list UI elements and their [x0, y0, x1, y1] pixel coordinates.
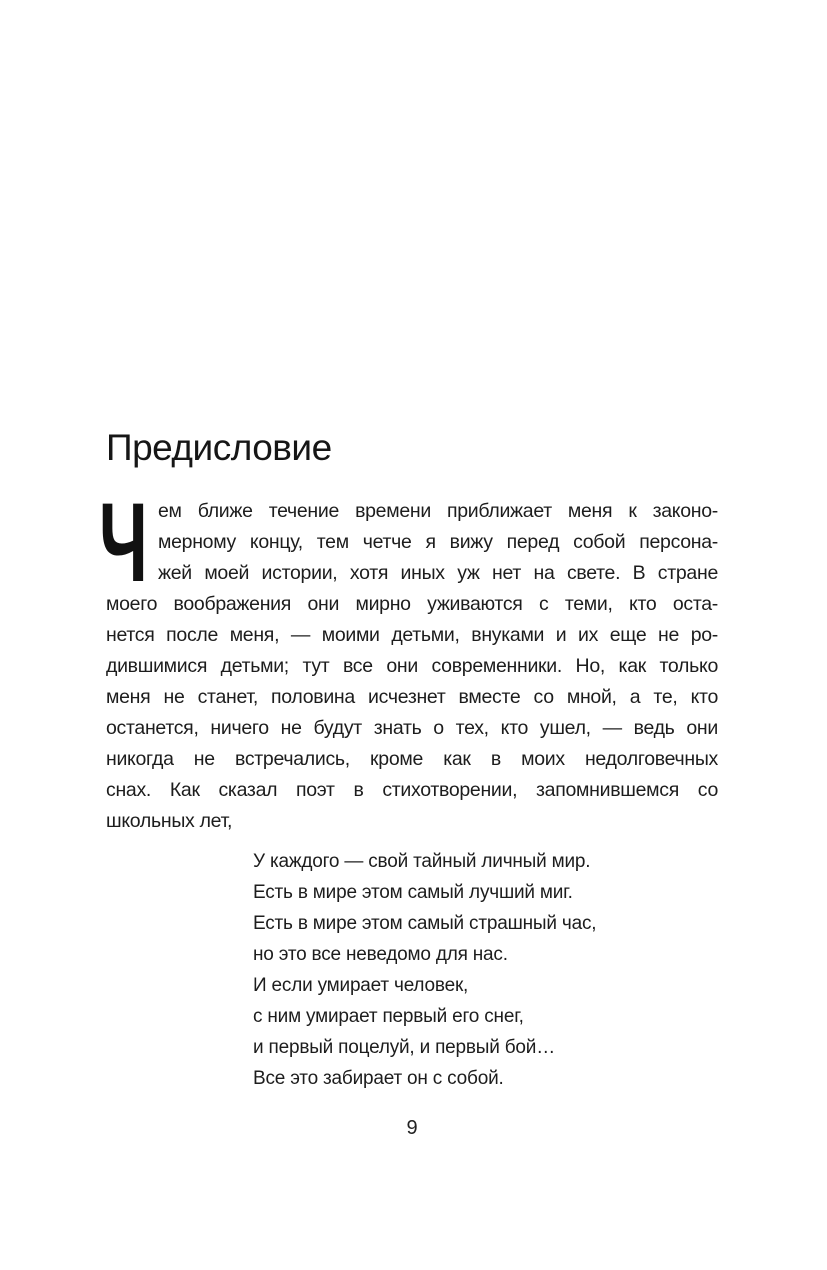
chapter-title: Предисловие [106, 427, 332, 468]
poem-line: И если умирает человек, [253, 975, 469, 996]
poem-line: но это все неведомо для нас. [253, 944, 508, 965]
paragraph-line: нется после меня, — моими детьми, внуками и их еще не ро- [106, 624, 718, 646]
drop-cap-letter: Ч [99, 480, 148, 605]
paragraph-line: меня не станет, половина исчезнет вместе со мной, а те, кто [106, 686, 718, 708]
poem-block [253, 846, 596, 1094]
paragraph-line: моего воображения они мирно уживаются с теми, кто оста- [106, 593, 718, 615]
paragraph-line: останется, ничего не будут знать о тех, кто ушел, — ведь они [106, 717, 718, 739]
poem-line: Все это забирает он с собой. [253, 1068, 504, 1089]
poem-line: У каждого — свой тайный личный мир. [253, 851, 591, 872]
preface-paragraph [106, 496, 718, 837]
paragraph-line: мерному концу, тем четче я вижу перед собой персона- [158, 531, 718, 553]
page-number: 9 [406, 1117, 418, 1139]
poem-line: Есть в мире этом самый страшный час, [253, 913, 597, 934]
poem-line: и первый поцелуй, и первый бой… [253, 1037, 555, 1058]
paragraph-line: снах. Как сказал поэт в стихотворении, запомнившемся со [106, 779, 718, 801]
paragraph-line: школьных лет, [106, 810, 233, 832]
poem-line: Есть в мире этом самый лучший миг. [253, 882, 573, 903]
paragraph-line: ем ближе течение времени приближает меня к законо- [158, 500, 718, 522]
paragraph-line: дившимися детьми; тут все они современники. Но, как только [106, 655, 718, 677]
paragraph-line: никогда не встречались, кроме как в моих недолговечных [106, 748, 718, 770]
poem-line: с ним умирает первый его снег, [253, 1006, 524, 1027]
paragraph-line: жей моей истории, хотя иных уж нет на свете. В стране [158, 562, 718, 584]
